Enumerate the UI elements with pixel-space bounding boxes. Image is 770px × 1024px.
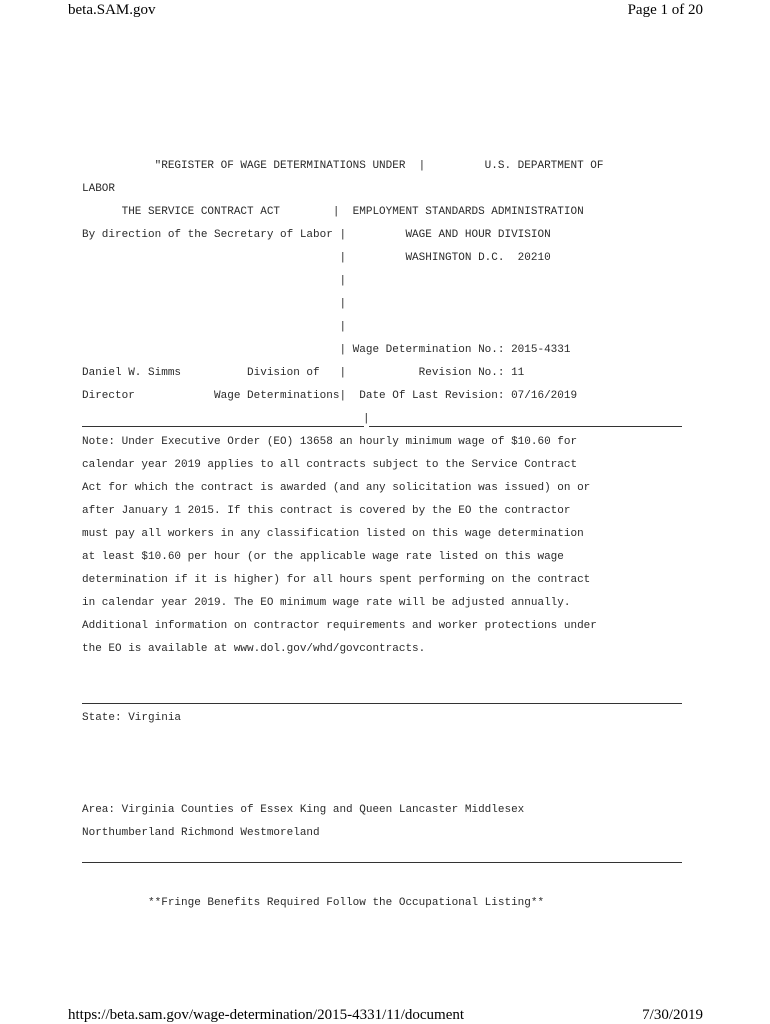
divider-line — [82, 862, 682, 863]
divider-line — [369, 426, 682, 427]
title-line: THE SERVICE CONTRACT ACT | EMPLOYMENT STANDARDS ADMINISTRATION — [82, 206, 584, 218]
last-revision-date: Director Wage Determinations| Date Of Last Revision: 07/16/2019 — [82, 390, 578, 402]
wage-determination-number: | Wage Determination No.: 2015-4331 — [82, 344, 571, 356]
note-line: must pay all workers in any classification listed on this wage determination — [82, 528, 584, 540]
footer-date: 7/30/2019 — [642, 1007, 703, 1023]
divider-line — [82, 426, 364, 427]
area-line: Northumberland Richmond Westmoreland — [82, 827, 320, 839]
divider-line — [82, 703, 682, 704]
state-label: State: Virginia — [82, 712, 182, 724]
note-line: Additional information on contractor requirements and worker protections under — [82, 620, 597, 632]
note-line: after January 1 2015. If this contract is covered by the EO the contractor — [82, 505, 571, 517]
title-line: | — [82, 275, 347, 287]
note-line: the EO is available at www.dol.gov/whd/govcontracts. — [82, 643, 426, 655]
area-line: Area: Virginia Counties of Essex King and Queen Lancaster Middlesex — [82, 804, 525, 816]
title-line: By direction of the Secretary of Labor | WAGE AND HOUR DIVISION — [82, 229, 551, 241]
title-line: "REGISTER OF WAGE DETERMINATIONS UNDER | U.S. DEPARTMENT OF — [82, 160, 604, 172]
header-site-name: beta.SAM.gov — [68, 2, 156, 18]
note-line: determination if it is higher) for all hours spent performing on the contract — [82, 574, 591, 586]
title-line: | — [82, 321, 347, 333]
note-line: in calendar year 2019. The EO minimum wage rate will be adjusted annually. — [82, 597, 571, 609]
note-line: Note: Under Executive Order (EO) 13658 an hourly minimum wage of $10.60 for — [82, 436, 578, 448]
header-page-number: Page 1 of 20 — [627, 2, 703, 18]
note-line: Act for which the contract is awarded (and any solicitation was issued) on or — [82, 482, 591, 494]
note-line: at least $10.60 per hour (or the applicable wage rate listed on this wage — [82, 551, 564, 563]
revision-number: Daniel W. Simms Division of | Revision No.: 11 — [82, 367, 525, 379]
title-line: | WASHINGTON D.C. 20210 — [82, 252, 551, 264]
title-line: | — [82, 298, 347, 310]
note-line: calendar year 2019 applies to all contracts subject to the Service Contract — [82, 459, 578, 471]
title-line: LABOR — [82, 183, 116, 195]
divider-bar: | — [363, 413, 370, 425]
footer-url: https://beta.sam.gov/wage-determination/2015-4331/11/document — [68, 1007, 465, 1023]
fringe-benefits-note: **Fringe Benefits Required Follow the Occupational Listing** — [82, 897, 545, 909]
